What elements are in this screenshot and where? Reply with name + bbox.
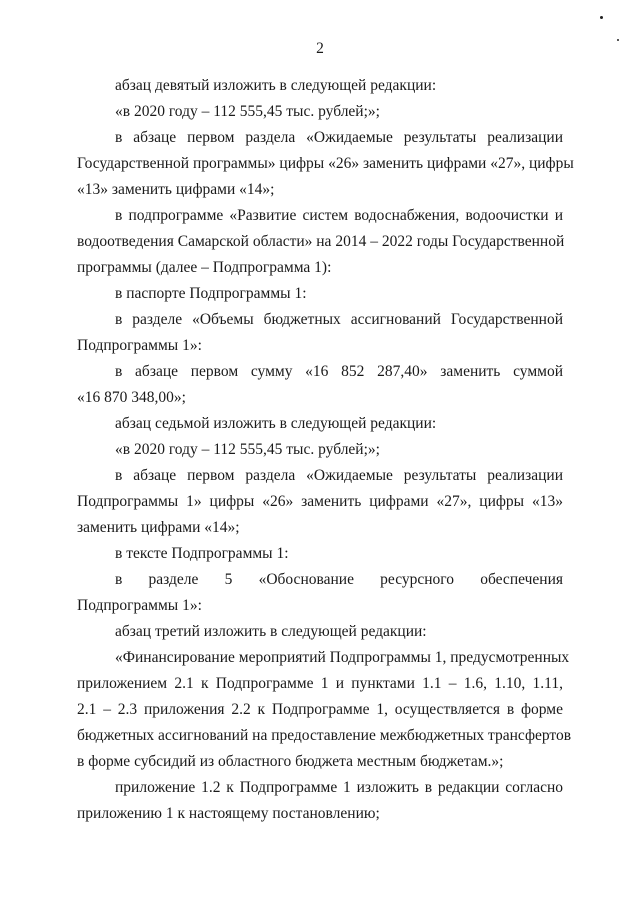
text-line: абзац девятый изложить в следующей редакции: xyxy=(115,77,437,94)
text-line: в форме субсидий из областного бюджета местным бюджетам.»; xyxy=(77,753,504,770)
text-line: 2.1 – 2.3 приложения 2.2 к Подпрограмме 1, осуществляется в форме xyxy=(77,701,563,718)
text-line: приложению 1 к настоящему постановлению; xyxy=(77,805,380,822)
text-line: в разделе 5 «Обоснование ресурсного обеспечения xyxy=(115,571,563,588)
text-line: приложением 2.1 к Подпрограмме 1 и пунктами 1.1 – 1.6, 1.10, 1.11, xyxy=(77,675,563,692)
text-line: абзац третий изложить в следующей редакции: xyxy=(115,623,427,640)
scan-speck xyxy=(600,16,603,19)
text-line: Подпрограммы 1»: xyxy=(77,337,202,354)
text-line: «13» заменить цифрами «14»; xyxy=(77,181,275,198)
text-line: в разделе «Объемы бюджетных ассигнований Государственной xyxy=(115,311,563,328)
text-line: программы (далее – Подпрограмма 1): xyxy=(77,259,332,276)
text-line: в абзаце первом раздела «Ожидаемые результаты реализации xyxy=(115,467,563,484)
text-line: абзац седьмой изложить в следующей редакции: xyxy=(115,415,437,432)
text-line: «Финансирование мероприятий Подпрограммы 1, предусмотренных xyxy=(115,649,570,666)
text-line: Подпрограммы 1»: xyxy=(77,597,202,614)
text-line: Подпрограммы 1» цифры «26» заменить цифрами «27», цифры «13» xyxy=(77,493,563,510)
text-line: водоотведения Самарской области» на 2014 – 2022 годы Государственной xyxy=(77,233,565,250)
page-number: 2 xyxy=(316,40,324,57)
text-line: приложение 1.2 к Подпрограмме 1 изложить в редакции согласно xyxy=(115,779,563,796)
text-line: в паспорте Подпрограммы 1: xyxy=(115,285,307,302)
text-line: «в 2020 году – 112 555,45 тыс. рублей;»; xyxy=(115,103,380,120)
text-line: в подпрограмме «Развитие систем водоснабжения, водоочистки и xyxy=(115,207,563,224)
text-line: «16 870 348,00»; xyxy=(77,389,186,406)
text-line: «в 2020 году – 112 555,45 тыс. рублей;»; xyxy=(115,441,380,458)
text-line: заменить цифрами «14»; xyxy=(77,519,240,536)
text-line: Государственной программы» цифры «26» заменить цифрами «27», цифры xyxy=(77,155,574,172)
text-line: в тексте Подпрограммы 1: xyxy=(115,545,289,562)
text-line: в абзаце первом сумму «16 852 287,40» заменить суммой xyxy=(115,363,563,380)
text-line: бюджетных ассигнований на предоставление межбюджетных трансфертов xyxy=(77,727,572,744)
scan-speck xyxy=(617,39,619,41)
text-line: в абзаце первом раздела «Ожидаемые результаты реализации xyxy=(115,129,563,146)
